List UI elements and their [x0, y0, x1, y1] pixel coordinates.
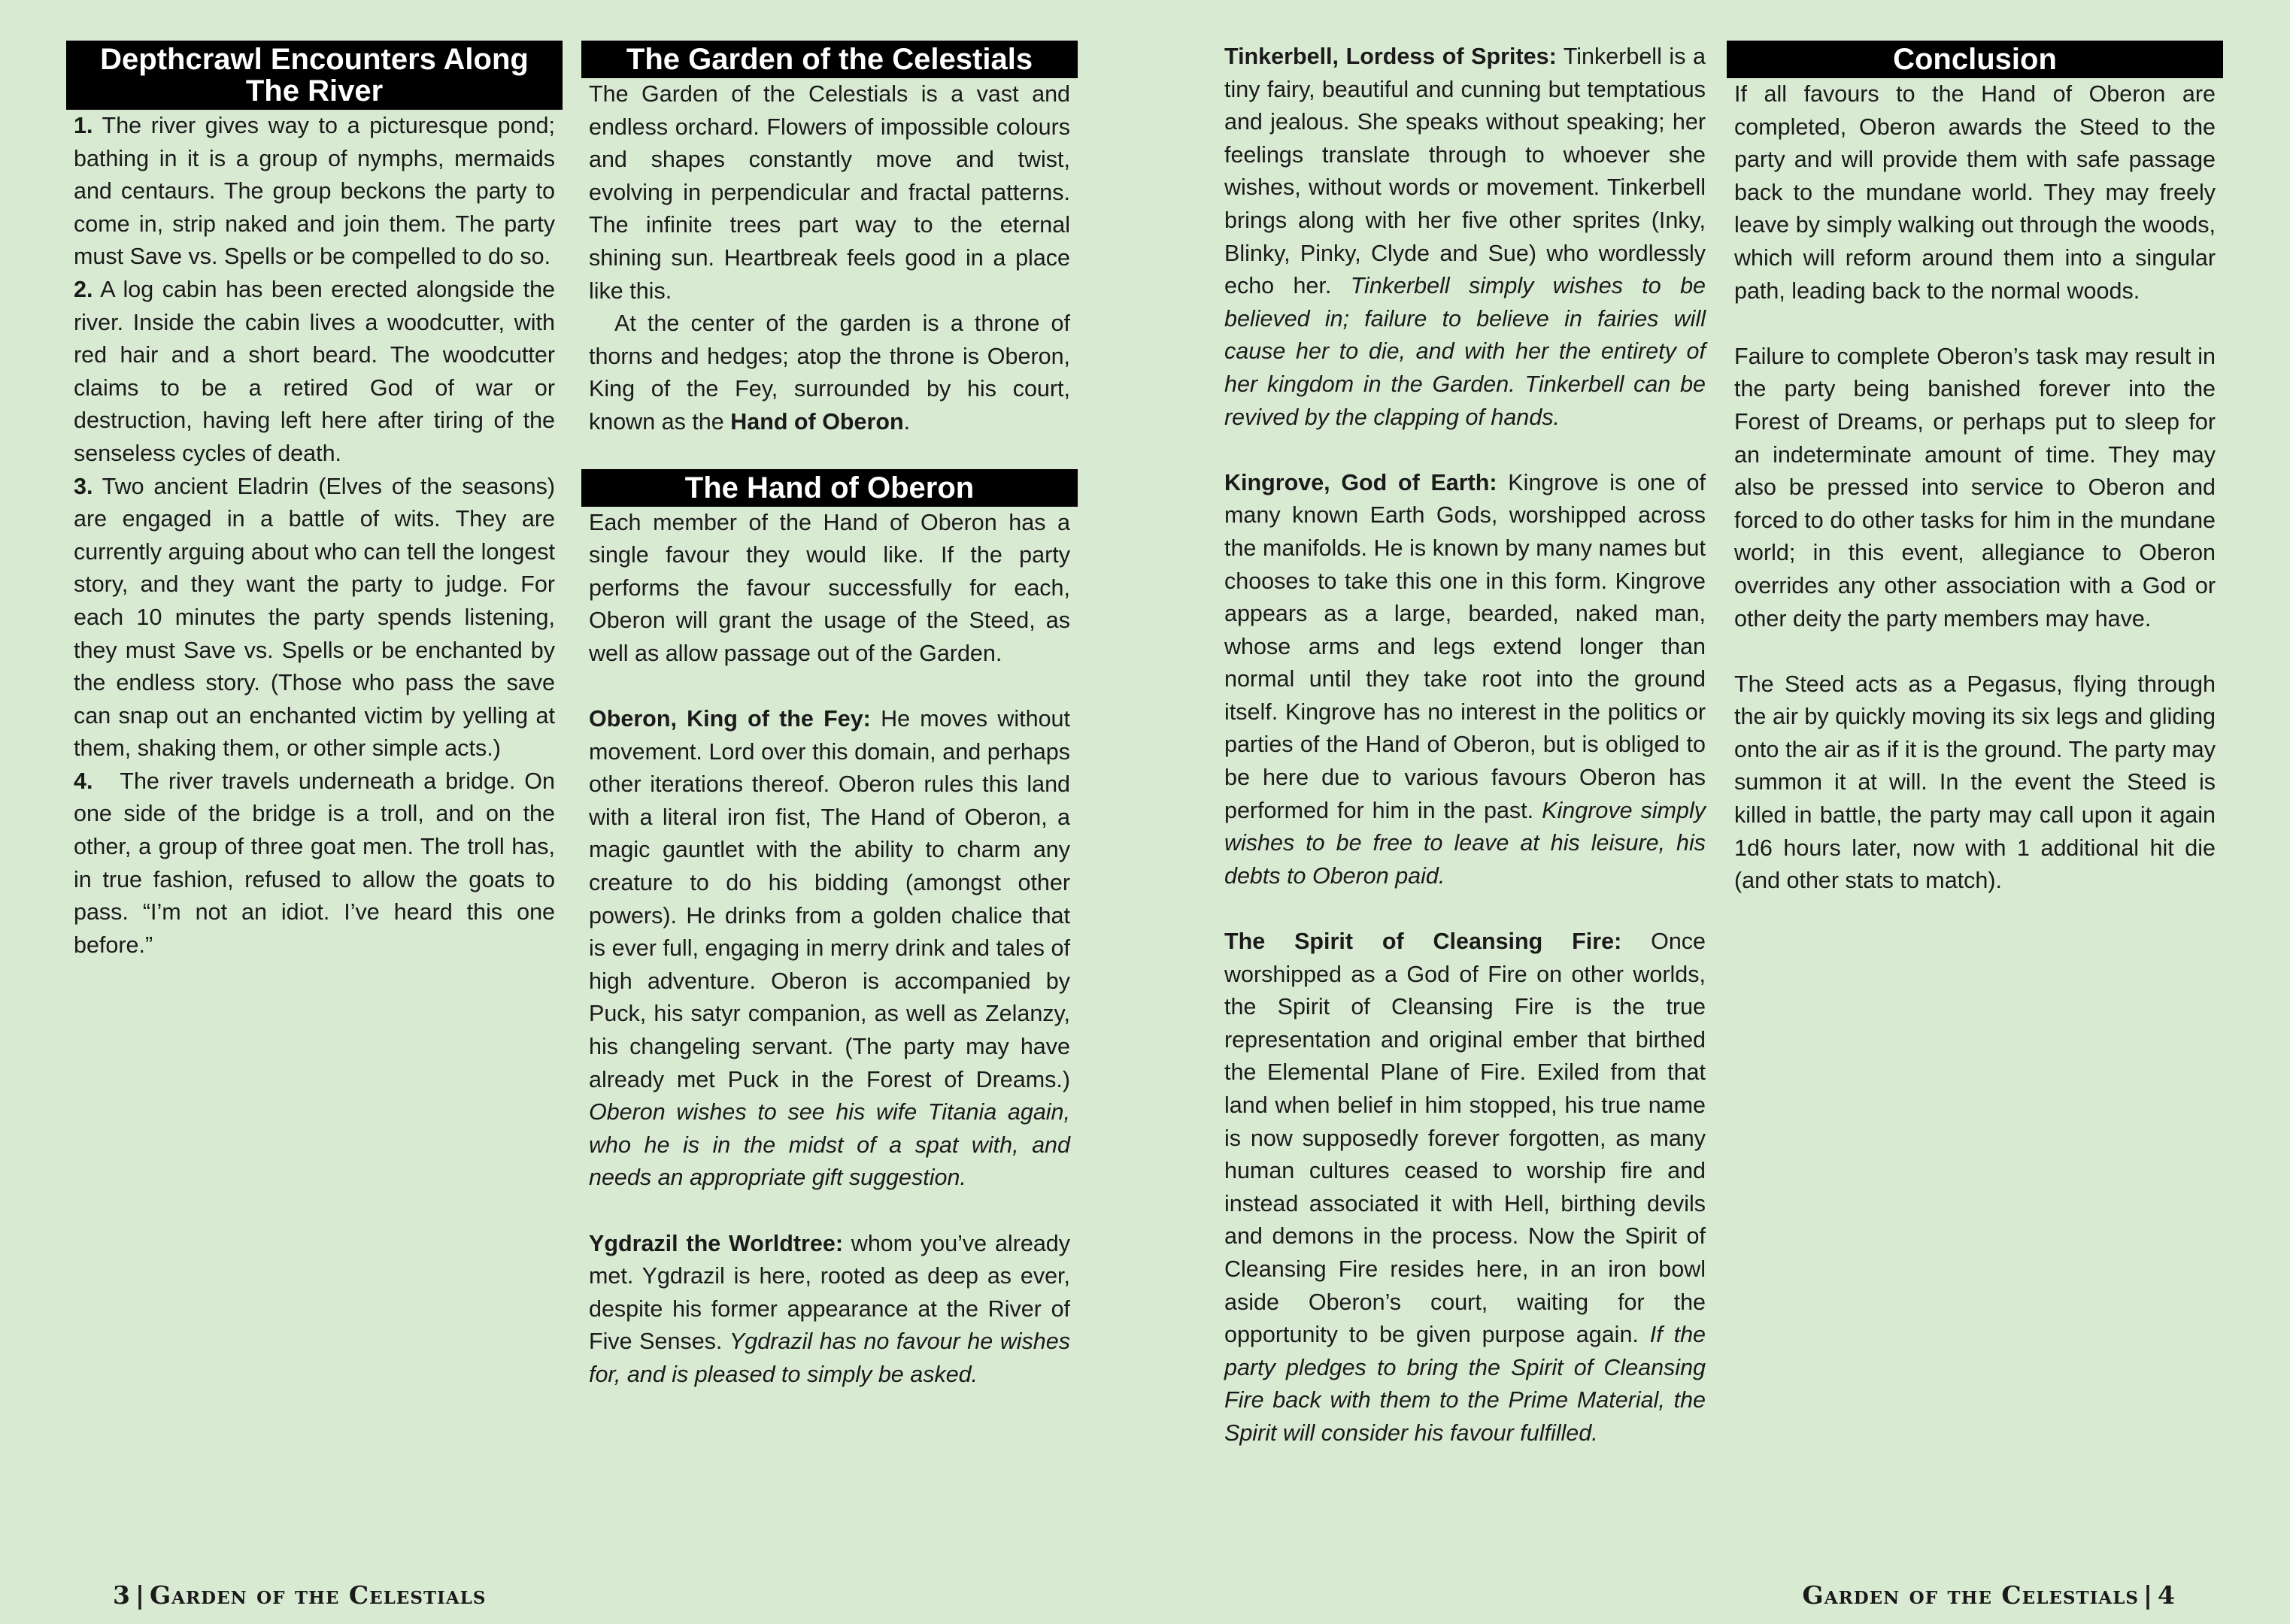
ygdrazil-entry: Ygdrazil the Worldtree: whom you’ve already met. Ygdrazil is here, rooted as deep as ever, despite his former appearance at the River of Five Senses. Ygdrazil has no favour he wishes for, and is pleased to simply be asked. — [589, 1230, 1071, 1387]
conclusion-paragraph-3: The Steed acts as a Pegasus, flying through the air by quickly moving its six legs and gliding onto the air as if it is the ground. The party may summon it at will. In the event the Steed is killed in battle, the party may call upon it again 1d6 hours later, now with 1 additional hit die (and other stats to match). — [1734, 671, 2216, 894]
conclusion-paragraph-1: If all favours to the Hand of Oberon are completed, Oberon awards the Steed to the party and will provide them with safe passage back to the mundane world. They may freely leave by simply walking out through the woods, which will reform around them into a singular path, leading back to the normal woods. — [1734, 81, 2216, 304]
tinkerbell-entry: Tinkerbell, Lordess of Sprites: Tinkerbell is a tiny fairy, beautiful and cunning but temptatious and jealous. She speaks without speaking; her feelings translate through to whoever she wishes, without words or movement. Tinkerbell brings along with her five other sprites (Inky, Blinky, Pinky, Clyde and Sue) who wordlessly echo her. Tinkerbell simply wishes to be believed in; failure to believe in fairies will cause her to die, and with her the entirety of her kingdom in the Garden. Tinkerbell can be revived by the clapping of hands. — [1224, 44, 1706, 430]
encounter-item-1: 1. The river gives way to a picturesque pond; bathing in it is a group of nymphs, mermaids and centaurs. The group beckons the party to come in, strip naked and join them. The party must Save vs. Spells or be compelled to do so. — [74, 113, 555, 270]
conclusion-heading: Conclusion — [1727, 41, 2223, 78]
oberon-entry: Oberon, King of the Fey: He moves without movement. Lord over this domain, and perhaps other iterations thereof. Oberon rules this land with a literal iron fist, The Hand of Oberon, a magic gauntlet with the ability to charm any creature to do his bidding (amongst other powers). He drinks from a golden chalice that is ever full, engaging in merry drink and tales of high adventure. Oberon is accompanied by Puck, his satyr companion, as well as Zelanzy, his changeling servant. (The party may have already met Puck in the Forest of Dreams.) Oberon wishes to see his wife Titania again, who he is in the midst of a spat with, and needs an appropriate gift suggestion. — [589, 706, 1070, 1191]
hand-of-oberon-heading: The Hand of Oberon — [581, 469, 1078, 507]
footer-left — [113, 1580, 486, 1610]
garden-paragraph-1: The Garden of the Celestials is a vast and endless orchard. Flowers of impossible colours and shapes constantly move and twist, evolving in perpendicular and fractal patterns. The infinite trees part way to the eternal shining sun. Heartbreak feels good in a place like this. — [589, 81, 1070, 304]
column-garden — [581, 41, 1078, 1392]
page-number-right: 4 — [2158, 1580, 2176, 1610]
footer-separator-right: | — [2143, 1580, 2154, 1610]
encounter-item-3: 3. Two ancient Eladrin (Elves of the seasons) are engaged in a battle of wits. They are currently arguing about who can tell the longest story, and they want the party to judge. For each 10 minutes the party spends listening, they must Save vs. Spells or be enchanted by the endless story. (Those who pass the save can snap out an enchanted victim by yelling at them, shaking them, or other simple acts.) — [74, 473, 555, 762]
column-conclusion — [1727, 41, 2223, 898]
footer-separator-left: | — [135, 1580, 145, 1610]
page-number-left: 3 — [113, 1580, 131, 1610]
running-title-left: Garden of the Celestials — [149, 1580, 487, 1610]
hand-paragraph: Each member of the Hand of Oberon has a single favour they would like. If the party performs the favour successfully for each, Oberon will grant the usage of the Steed, as well as allow passage out of the Garden. — [589, 509, 1070, 666]
encounter-item-2: 2. A log cabin has been erected alongside the river. Inside the cabin lives a woodcutter, with red hair and a short beard. The woodcutter claims to be a retired God of war or destruction, having left here after tiring of the senseless cycles of death. — [74, 276, 555, 466]
garden-paragraph-2: At the center of the garden is a throne of thorns and hedges; atop the throne is Oberon, King of the Fey, surrounded by his court, known as the Hand of Oberon. — [589, 311, 1070, 435]
running-title-right: Garden of the Celestials — [1802, 1580, 2140, 1610]
encounter-item-4: 4. The river travels underneath a bridge. On one side of the bridge is a troll, and on the other, a group of three goat men. The troll has, in true fashion, refused to allow the goats to pass. “I’m not an idiot. I’ve heard this one before.” — [74, 768, 555, 958]
kingrove-entry: Kingrove, God of Earth: Kingrove is one of many known Earth Gods, worshipped across the manifolds. He is known by many names but chooses to take this one in this form. Kingrove appears as a large, bearded, naked man, whose arms and legs extend longer than normal until they take root into the ground itself. Kingrove has no interest in the politics or parties of the Hand of Oberon, but is obliged to be here due to various favours Oberon has performed for him in the past. Kingrove simply wishes to be free to leave at his leisure, his debts to Oberon paid. — [1224, 469, 1706, 889]
footer-right — [1803, 1580, 2176, 1610]
column-encounters — [66, 41, 563, 962]
spirit-entry: The Spirit of Cleansing Fire: Once worshipped as a God of Fire on other worlds, the Spirit of Cleansing Fire is the true representation and original ember that birthed the Elemental Plane of Fire. Exiled from that land when belief in him stopped, his true name is now supposedly forever forgotten, as many human cultures ceased to worship fire and instead associated it with Hell, birthing devils and demons in the process. Now the Spirit of Cleansing Fire resides here, in an iron bowl aside Oberon’s court, waiting for the opportunity to be given purpose again. If the party pledges to bring the Spirit of Cleansing Fire back with them to the Prime Material, the Spirit will consider his favour fulfilled. — [1224, 929, 1706, 1446]
column-court — [1217, 41, 1713, 1450]
encounters-heading: Depthcrawl Encounters Along The River — [66, 41, 563, 110]
conclusion-paragraph-2: Failure to complete Oberon’s task may result in the party being banished forever into the Forest of Dreams, or perhaps put to sleep for an indeterminate amount of time. They may also be pressed into service to Oberon and forced to do other tasks for him in the mundane world; in this event, allegiance to Oberon overrides any other association with a God or other deity the party members may have. — [1734, 343, 2216, 632]
garden-heading: The Garden of the Celestials — [581, 41, 1078, 78]
